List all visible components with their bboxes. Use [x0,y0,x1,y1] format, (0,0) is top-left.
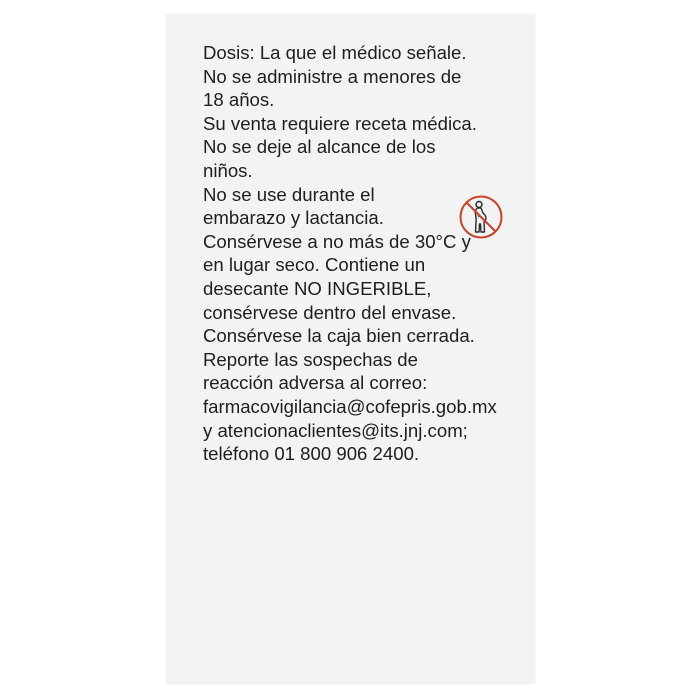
label-line: Su venta requiere receta médica. [203,112,477,134]
label-line: desecante NO INGERIBLE, [203,277,432,299]
label-line: y atencionaclientes@its.jnj.com; [203,419,468,441]
label-line: Consérvese la caja bien cerrada. [203,325,475,347]
no-pregnancy-icon [458,194,504,240]
label-line: en lugar seco. Contiene un [203,254,426,276]
label-line: reacción adversa al correo: [203,372,428,394]
label-line: teléfono 01 800 906 2400. [203,443,420,465]
label-line: No se deje al alcance de los [203,136,436,158]
label-line: farmacovigilancia@cofepris.gob.mx [203,395,497,417]
label-line: niños. [203,159,253,181]
label-line: consérvese dentro del envase. [203,301,457,323]
label-line: Consérvese a no más de 30°C y [203,230,471,252]
label-line: Dosis: La que el médico señale. [203,42,467,63]
label-line: Reporte las sospechas de [203,348,418,370]
label-line: No se administre a menores de [203,65,462,87]
warning-text-block [203,41,533,466]
label-line: embarazo y lactancia. [203,207,384,229]
label-line: 18 años. [203,89,275,111]
label-line: No se use durante el [203,183,375,205]
